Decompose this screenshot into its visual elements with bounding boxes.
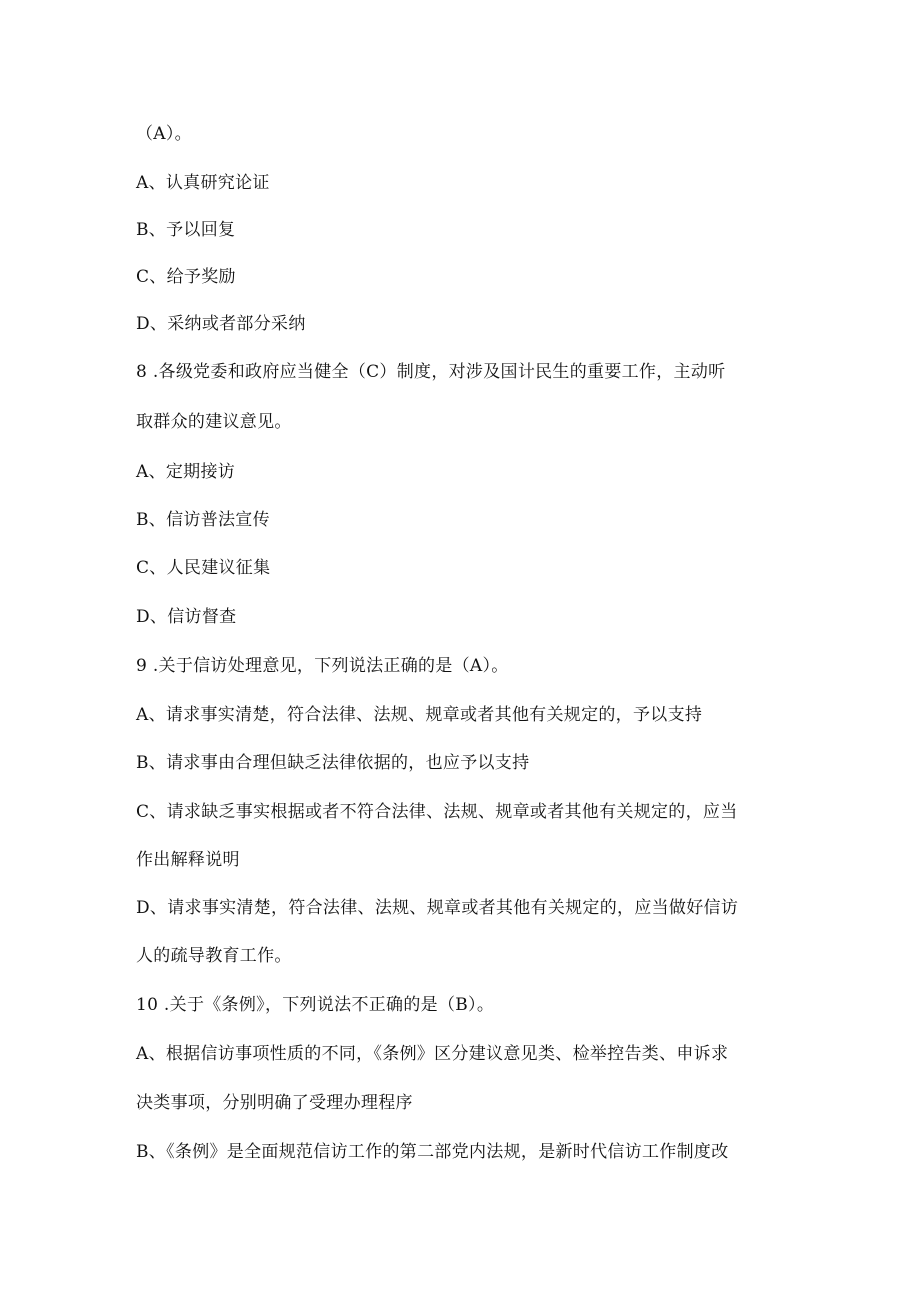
q10-stem: 10 .关于《条例》，下列说法不正确的是（B）。 xyxy=(136,995,495,1015)
q9-option-b: B、请求事由合理但缺乏法律依据的，也应予以支持 xyxy=(136,753,530,773)
q8-stem-line-2: 取群众的建议意见。 xyxy=(136,412,292,432)
q9-option-c-line-2: 作出解释说明 xyxy=(136,850,240,870)
q9-option-a: A、请求事实清楚，符合法律、法规、规章或者其他有关规定的，予以支持 xyxy=(136,705,703,725)
q9-option-d-line-1: D、请求事实清楚，符合法律、法规、规章或者其他有关规定的，应当做好信访 xyxy=(136,898,739,918)
q9-stem: 9 .关于信访处理意见，下列说法正确的是（A）。 xyxy=(136,656,509,676)
q8-stem-line-1: 8 .各级党委和政府应当健全（C）制度，对涉及国计民生的重要工作，主动听 xyxy=(136,362,726,382)
q10-option-a-line-2: 决类事项，分别明确了受理办理程序 xyxy=(136,1093,413,1113)
q7-option-b: B、予以回复 xyxy=(136,220,236,240)
q8-option-b: B、信访普法宣传 xyxy=(136,510,270,530)
q10-option-b-line-1: B、《条例》是全面规范信访工作的第二部党内法规，是新时代信访工作制度改 xyxy=(136,1142,729,1162)
q10-option-a-line-1: A、根据信访事项性质的不同，《条例》区分建议意见类、检举控告类、申诉求 xyxy=(136,1044,729,1064)
q7-option-c: C、给予奖励 xyxy=(136,267,236,287)
q7-answer-line: （A）。 xyxy=(136,124,192,144)
q7-option-d: D、采纳或者部分采纳 xyxy=(136,314,306,334)
q9-option-c-line-1: C、请求缺乏事实根据或者不符合法律、法规、规章或者其他有关规定的，应当 xyxy=(136,802,738,822)
q9-option-d-line-2: 人的疏导教育工作。 xyxy=(136,946,292,966)
q8-option-d: D、信访督查 xyxy=(136,607,237,627)
q7-option-a: A、认真研究论证 xyxy=(136,173,270,193)
q8-option-a: A、定期接访 xyxy=(136,462,236,482)
q8-option-c: C、人民建议征集 xyxy=(136,558,271,578)
